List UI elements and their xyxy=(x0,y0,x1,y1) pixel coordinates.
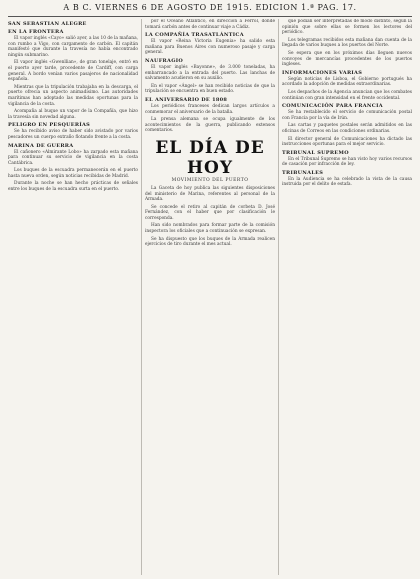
page-header: A B C. VIERNES 6 DE AGOSTO DE 1915. EDICION 1.ª PAG. 17. xyxy=(63,3,357,12)
article-paragraph: que podían ser interpretadas de modo distinto, según la opinión que sobre ellas se formen los lectores del periódico. xyxy=(282,19,412,36)
section-heading: NAUFRAGIO xyxy=(145,57,184,64)
article-paragraph: Se ha recibido aviso de haber sido avistado por varios pescadores un cuerpo extraño flotando frente a la costa. xyxy=(8,129,138,140)
article-paragraph: El cañonero «Almirante Lobo» ha zarpado esta mañana para continuar su servicio de vigilancia en la costa Cantábrica. xyxy=(8,149,138,166)
header-rule xyxy=(8,16,412,17)
section-heading: COMUNICACIÓN PARA FRANCIA xyxy=(282,103,383,110)
article-paragraph: Han sido nombrados para formar parte de la comisión inspectora los oficiales que a continuación se expresan. xyxy=(145,223,275,235)
article-paragraph: La prensa alemana se ocupa igualmente de los acontecimientos de la guerra, publicando extensos comentarios. xyxy=(145,117,275,134)
section-heading: PELIGRO EN PESQUERÍAS xyxy=(8,122,91,129)
article-paragraph: Se ha restablecido el servicio de comunicación postal con Francia por la vía de Irún. xyxy=(282,110,412,121)
section-heading: LA COMPAÑÍA TRASATLÁNTICA xyxy=(145,32,244,39)
section-heading: EL ANIVERSARIO DE 1808 xyxy=(145,96,228,103)
article-paragraph: En el Tribunal Supremo se han visto hoy varios recursos de casación por infracción de ley. xyxy=(282,156,412,168)
article-paragraph: Los telegramas recibidos esta mañana dan cuenta de la llegada de varios buques a los puertos del Norte. xyxy=(282,37,412,49)
article-paragraph: Los buques de la escuadra permanecerán en el puerto hasta nueva orden, según noticias recibidas de Madrid. xyxy=(8,168,138,179)
article-paragraph: Mientras que la tripulación trabajaba en la descarga, el puerto ofrecía un aspecto animadísimo. Las autoridades marítimas han adoptado las medidas oportunas para la vigilancia de la costa. xyxy=(8,84,138,107)
article-paragraph: Según noticias de Lisboa, el Gobierno portugués ha acordado la adopción de medidas extraordinarias. xyxy=(282,76,412,88)
section-heading: EN LA FRONTERA xyxy=(8,29,64,35)
article-paragraph: Se concede el retiro al capitán de corbeta D. José Fernández, con el haber que por clasificación le corresponda. xyxy=(145,204,275,221)
column-divider xyxy=(141,19,142,575)
article-paragraph: El vapor inglés «Bayonne», de 3.000 toneladas, ha embarrancado a la entrada del puerto. Las lanchas de salvamento acudieron en su auxilio. xyxy=(145,64,275,82)
article-paragraph: En la Audiencia se ha celebrado la vista de la causa instruida por el delito de estafa. xyxy=(282,176,412,188)
section-heading: SAN SEBASTIAN ALEGRE xyxy=(8,21,87,27)
section-title: EL DÍA DE HOY xyxy=(155,137,265,178)
article-paragraph: Acompaña al buque un vapor de la Compañía, que hizo la travesía sin novedad alguna. xyxy=(8,109,138,120)
article-paragraph: El director general de Comunicaciones ha dictado las instrucciones oportunas para el mejor servicio. xyxy=(282,136,412,148)
article-paragraph: Los periódicos franceses dedican largos artículos a conmemorar el aniversario de la batalla. xyxy=(145,103,275,115)
article-paragraph: En el vapor «Ángel» se han recibido noticias de que la tripulación se encuentra en buen estado. xyxy=(145,83,275,95)
article-paragraph: Se ha dispuesto que los buques de la Armada realicen ejercicios de tiro durante el mes actual. xyxy=(145,236,275,248)
article-paragraph: Durante la noche se han hecho prácticas de señales entre los buques de la escuadra surta en el puerto. xyxy=(8,181,138,193)
section-subtitle: MOVIMIENTO DEL PUERTO xyxy=(171,177,249,183)
article-paragraph: por el Océano Atlántico, en dirección a Ferrol, donde tomará carbón antes de continuar viaje a Cádiz. xyxy=(145,19,275,30)
column-2 xyxy=(145,19,275,575)
section-heading: MARINA DE GUERRA xyxy=(8,142,74,149)
column-1 xyxy=(8,19,138,575)
article-paragraph: Las cartas y paquetes postales serán admitidos en las oficinas de Correos en las condiciones ordinarias. xyxy=(282,123,412,134)
article-paragraph: Los despachos de la Agencia anuncian que los combates continúan con gran intensidad en el frente occidental. xyxy=(282,89,412,101)
column-3 xyxy=(282,19,412,575)
article-paragraph: La Gaceta de hoy publica las siguientes disposiciones del ministerio de Marina, referentes al personal de la Armada. xyxy=(145,185,275,203)
section-heading: INFORMACIONES VARIAS xyxy=(282,69,363,76)
article-paragraph: El vapor inglés «Gwenllian», de gran tonelaje, entró en el puerto ayer tarde, procedente de Cardiff, con carga general. A bordo venían varios pasajeros de nacionalidad española. xyxy=(8,60,138,83)
article-paragraph: Se espera que en los próximos días lleguen nuevos convoyes de mercancías procedentes de los puertos ingleses. xyxy=(282,50,412,68)
article-paragraph: El vapor «Reina Victoria Eugenia» ha salido esta mañana para Buenos Aires con numeroso pasaje y carga general. xyxy=(145,39,275,56)
column-divider xyxy=(278,19,279,575)
section-heading: TRIBUNAL SUPREMO xyxy=(282,149,349,156)
article-paragraph: El vapor inglés «Cayo» salió ayer, a las 10 de la mañana, con rumbo a Vigo, con cargamento de carbón. El capitán manifestó que durante la travesía no había encontrado ningún submarino. xyxy=(8,36,138,58)
section-heading: TRIBUNALES xyxy=(282,169,324,176)
